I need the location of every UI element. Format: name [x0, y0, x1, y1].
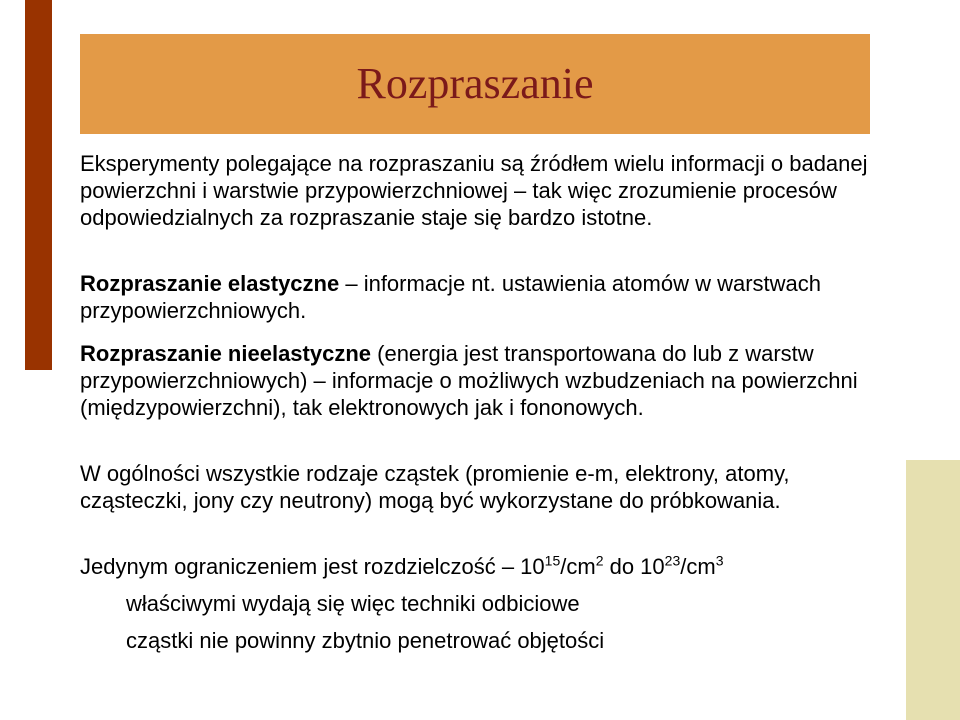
- exponent-15: 15: [544, 552, 561, 569]
- paragraph-particles: W ogólności wszystkie rodzaje cząstek (promienie e-m, elektrony, atomy, cząsteczki, jony czy neutrony) mogą być wykorzystane do próbkowania.: [80, 461, 790, 513]
- paragraph-intro: Eksperymenty polegające na rozpraszaniu są źródłem wielu informacji o badanej powierzchni i warstwie przypowierzchniowej – tak więc zrozumienie procesów odpowiedzialnych za rozpraszanie staje się bardzo istotne.: [80, 151, 868, 230]
- elastic-term: Rozpraszanie elastyczne: [80, 271, 340, 296]
- resolution-text-c: do 10: [603, 554, 665, 579]
- exponent-2: 2: [595, 552, 604, 569]
- sub-point-reflection: właściwymi wydają się więc techniki odbiciowe: [126, 591, 580, 616]
- inelastic-description: (energia jest transportowana do lub z warstw przypowierzchniowych) – informacje o możliwych wzbudzeniach na powierzchni (międzypowierzchni), tak elektronowych jak i fononowych.: [80, 341, 858, 420]
- elastic-description: – informacje nt. ustawienia atomów w warstwach przypowierzchniowych.: [80, 271, 821, 323]
- exponent-3: 3: [715, 552, 724, 569]
- resolution-text-b: /cm: [560, 554, 596, 579]
- paragraph-elastic: [80, 270, 900, 324]
- right-accent-bar: [906, 460, 960, 720]
- slide-title: Rozpraszanie: [356, 59, 594, 108]
- paragraph-resolution: [80, 553, 723, 580]
- resolution-text-d: /cm: [680, 554, 716, 579]
- exponent-23: 23: [664, 552, 681, 569]
- resolution-text-a: Jedynym ograniczeniem jest rozdzielczość – 10: [80, 554, 545, 579]
- left-accent-bar: [25, 0, 52, 370]
- paragraph-inelastic: [80, 340, 900, 421]
- title-band: [80, 34, 870, 134]
- sub-point-penetration: cząstki nie powinny zbytnio penetrować objętości: [126, 628, 605, 653]
- inelastic-term: Rozpraszanie nieelastyczne: [80, 341, 372, 366]
